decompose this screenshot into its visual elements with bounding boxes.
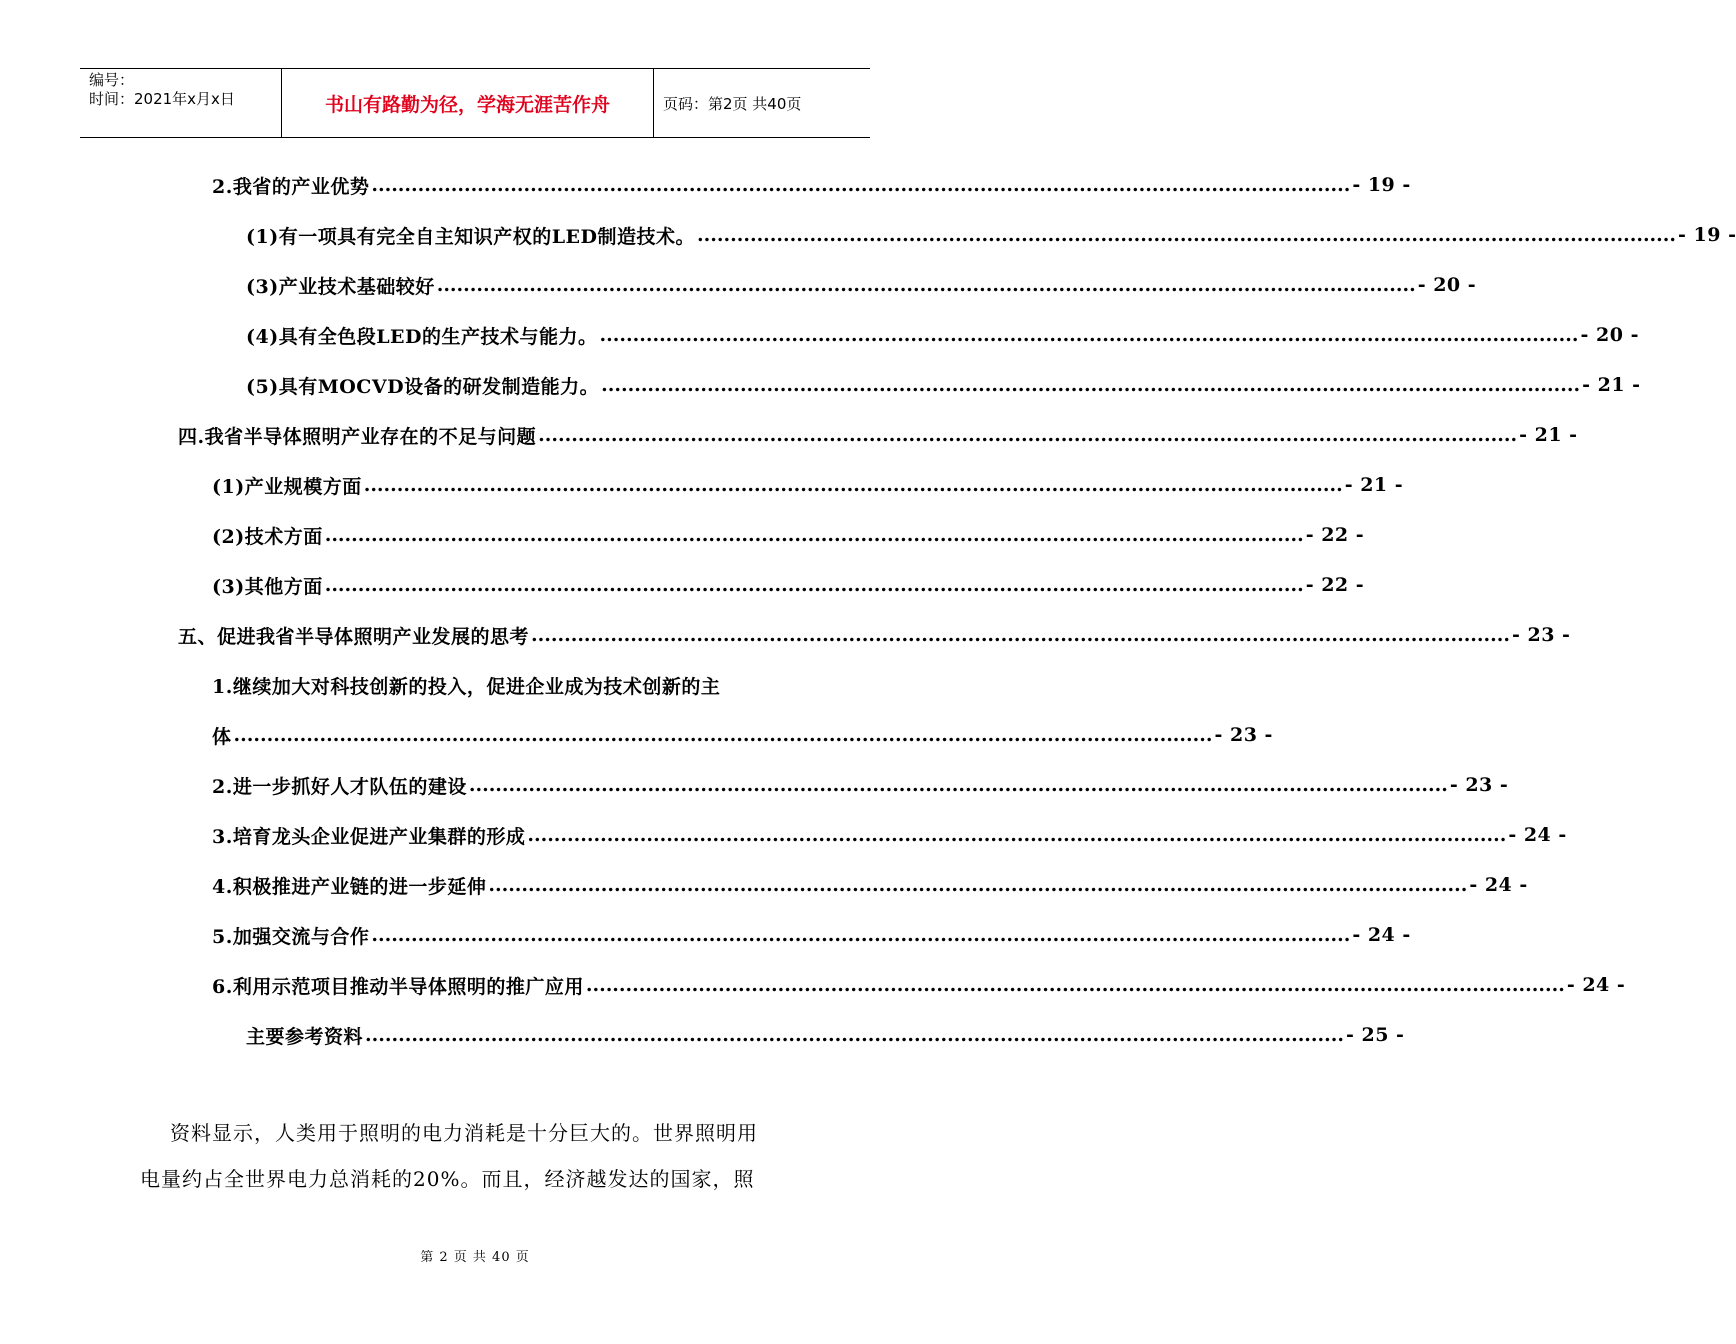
body-line: 电量约占全世界电力总消耗的20%。而且，经济越发达的国家，照 — [140, 1167, 755, 1191]
toc-entry[interactable] — [246, 260, 1477, 310]
toc-entry-title: (1)产业规模方面 — [212, 475, 362, 498]
toc-leader-dots: .................................................................................................................................................... — [371, 174, 1351, 196]
toc-leader-dots: .................................................................................................................................................... — [233, 724, 1213, 746]
header-page-info: 页码：第2页 共40页 — [663, 94, 802, 113]
toc-entry-page: - 25 - — [1346, 1024, 1405, 1046]
toc-entry-title: 体 — [212, 725, 232, 748]
toc-entry-title: (4)具有全色段LED的生产技术与能力。 — [246, 325, 598, 348]
toc-leader-dots: .................................................................................................................................................... — [488, 874, 1468, 896]
toc-entry-title: (5)具有MOCVD设备的研发制造能力。 — [246, 375, 600, 398]
toc-leader-dots: .................................................................................................................................................... — [468, 774, 1448, 796]
body-paragraph — [140, 1110, 830, 1202]
toc-entry-title: 2.我省的产业优势 — [212, 175, 370, 198]
toc-entry-title: 5.加强交流与合作 — [212, 925, 370, 948]
toc-entry-title: 四.我省半导体照明产业存在的不足与问题 — [178, 425, 537, 448]
toc-entry[interactable] — [212, 510, 1365, 560]
toc-entry[interactable] — [178, 410, 1578, 460]
toc-leader-dots: .................................................................................................................................................... — [324, 574, 1304, 596]
toc-entry-page: - 24 - — [1566, 974, 1626, 996]
toc-entry-title: (3)产业技术基础较好 — [246, 275, 435, 298]
toc-leader-dots: .................................................................................................................................................... — [371, 924, 1351, 946]
document-header — [80, 68, 870, 138]
toc-entry-title: 主要参考资料 — [246, 1025, 364, 1048]
toc-entry-title: 6.利用示范项目推动半导体照明的推广应用 — [212, 975, 584, 998]
toc-entry-page: - 23 - — [1214, 724, 1273, 746]
toc-entry[interactable] — [178, 610, 1571, 660]
toc-entry[interactable] — [246, 310, 1639, 360]
toc-entry[interactable] — [212, 160, 1411, 210]
toc-entry-title: 4.积极推进产业链的进一步延伸 — [212, 875, 487, 898]
toc-entry[interactable] — [212, 810, 1567, 860]
toc-entry[interactable] — [212, 460, 1404, 510]
toc-leader-dots: .................................................................................................................................................... — [601, 374, 1581, 396]
toc-entry-title: 1.继续加大对科技创新的投入，促进企业成为技术创新的主 — [212, 675, 721, 698]
toc-leader-dots: .................................................................................................................................................... — [436, 274, 1416, 296]
toc-entry-page: - 19 - — [1678, 224, 1736, 246]
document-number-label: 编号： — [89, 71, 135, 89]
toc-leader-dots: .................................................................................................................................................... — [538, 424, 1518, 446]
toc-entry-page: - 23 - — [1449, 774, 1509, 796]
toc-entry-page: - 21 - — [1519, 424, 1578, 446]
document-time-label: 时间：2021年x月x日 — [89, 90, 235, 108]
toc-entry[interactable] — [212, 710, 1273, 760]
toc-leader-dots: .................................................................................................................................................... — [324, 524, 1304, 546]
toc-leader-dots: .................................................................................................................................................... — [365, 1024, 1344, 1046]
toc-entry[interactable] — [246, 1010, 1405, 1060]
toc-entry-title: (2)技术方面 — [212, 525, 323, 548]
toc-entry-page: - 21 - — [1582, 374, 1641, 396]
toc-entry-page: - 21 - — [1344, 474, 1404, 496]
toc-entry-page: - 23 - — [1512, 624, 1571, 646]
toc-entry-page: - 19 - — [1352, 174, 1411, 196]
toc-entry-title: 3.培育龙头企业促进产业集群的形成 — [212, 825, 526, 848]
toc-entry-page: - 24 - — [1469, 874, 1528, 896]
body-line: 资料显示，人类用于照明的电力消耗是十分巨大的。世界照明用 — [170, 1121, 758, 1145]
toc-entry[interactable] — [212, 860, 1528, 910]
toc-entry-page: - 20 - — [1417, 274, 1477, 296]
toc-entry-title: (1)有一项具有完全自主知识产权的LED制造技术。 — [246, 225, 696, 248]
header-meta — [80, 69, 282, 137]
toc-entry-page: - 24 - — [1508, 824, 1567, 846]
toc-leader-dots: .................................................................................................................................................... — [585, 974, 1565, 996]
toc-leader-dots: .................................................................................................................................................... — [599, 324, 1579, 346]
toc-leader-dots: .................................................................................................................................................... — [527, 824, 1507, 846]
toc-leader-dots: .................................................................................................................................................... — [363, 474, 1343, 496]
page-footer: 第 2 页 共 40 页 — [420, 1250, 530, 1265]
toc-entry-page: - 22 - — [1305, 574, 1365, 596]
toc-leader-dots: .................................................................................................................................................... — [697, 224, 1677, 246]
toc-leader-dots: .................................................................................................................................................... — [531, 624, 1510, 646]
toc-entry[interactable] — [212, 910, 1411, 960]
toc-entry[interactable] — [212, 760, 1509, 810]
header-motto: 书山有路勤为径，学海无涯苦作舟 — [282, 69, 654, 137]
toc-entry[interactable] — [246, 360, 1641, 410]
toc-entry-wrapped-first-line[interactable] — [212, 660, 720, 710]
toc-entry-page: - 20 - — [1580, 324, 1639, 346]
toc-entry-title: 2.进一步抓好人才队伍的建设 — [212, 775, 467, 798]
toc-entry[interactable] — [246, 210, 1736, 260]
toc-entry-title: 五、促进我省半导体照明产业发展的思考 — [178, 625, 530, 648]
toc-entry[interactable] — [212, 960, 1626, 1010]
toc-entry-page: - 24 - — [1352, 924, 1411, 946]
toc-entry-page: - 22 - — [1305, 524, 1365, 546]
toc-entry[interactable] — [212, 560, 1365, 610]
toc-entry-title: (3)其他方面 — [212, 575, 323, 598]
